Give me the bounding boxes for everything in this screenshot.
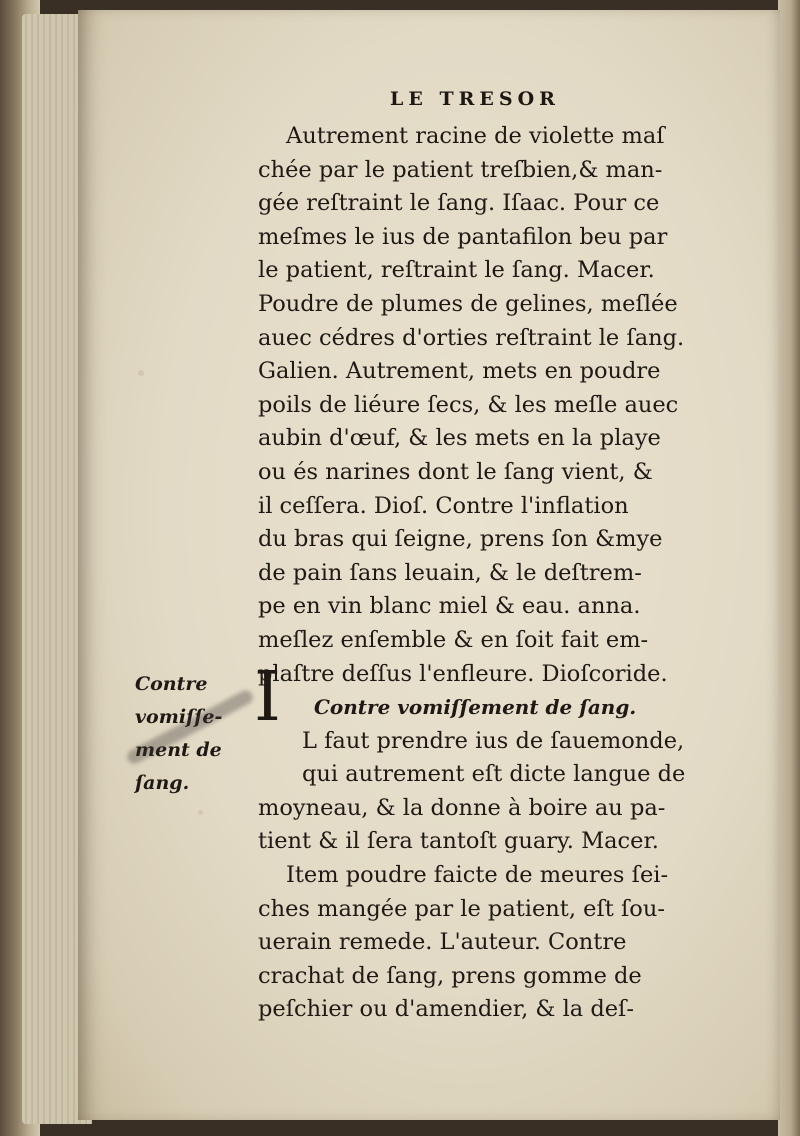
body-text	[258, 120, 718, 1027]
text-line: le patient, reſtraint le ſang. Macer.	[258, 257, 655, 284]
text-line: Galien. Autrement, mets en poudre	[258, 358, 661, 385]
facing-page-edge	[778, 0, 800, 1136]
text-line: gée reſtraint le ſang. Iſaac. Pour ce	[258, 190, 660, 217]
text-line: uerain remede. L'auteur. Contre	[258, 929, 627, 956]
ink-speck	[138, 370, 144, 376]
marginal-note-line: Contre	[135, 673, 208, 695]
marginal-note-line: ment de	[135, 739, 222, 761]
ink-speck	[198, 810, 203, 815]
text-line: meſlez enſemble & en ſoit fait em-	[258, 626, 649, 653]
text-line: Item poudre faicte de meures ſei-	[286, 862, 669, 889]
marginal-note	[135, 668, 255, 800]
text-line: tient & il ſera tantoſt guary. Macer.	[258, 828, 659, 855]
text-line: qui autrement eſt dicte langue de	[302, 761, 686, 788]
text-line: crachat de ſang, prens gomme de	[258, 962, 642, 989]
text-line: poils de liéure ſecs, & les meſle auec	[258, 391, 679, 418]
marginal-note-line: vomiſſe-	[135, 706, 223, 728]
text-line: du bras qui ſeigne, prens ſon &mye	[258, 526, 663, 553]
text-line: plaſtre deſſus l'enfleure. Dioſcoride.	[258, 660, 668, 687]
text-line: chée par le patient treſbien,& man-	[258, 156, 663, 183]
drop-cap: I	[254, 658, 281, 737]
running-head: LE TRESOR	[390, 88, 560, 110]
marginal-note-line: ſang.	[135, 772, 190, 794]
text-line: meſmes le ius de pantafilon beu par	[258, 223, 668, 250]
text-line: L faut prendre ius de ſauemonde,	[302, 727, 685, 754]
text-line: auec cédres d'orties reſtraint le ſang.	[258, 324, 685, 351]
text-line: ches mangée par le patient, eſt ſou-	[258, 895, 665, 922]
text-line: pe en vin blanc miel & eau. anna.	[258, 593, 641, 620]
text-line: de pain ſans leuain, & le deſtrem-	[258, 559, 642, 586]
text-line: Poudre de plumes de gelines, meſlée	[258, 290, 678, 317]
text-line: peſchier ou d'amendier, & la deſ-	[258, 996, 634, 1023]
text-line: Autrement racine de violette maſ	[286, 123, 665, 149]
text-line: moyneau, & la donne à boire au pa-	[258, 794, 666, 821]
text-line: ou és narines dont le ſang vient, &	[258, 458, 653, 485]
text-line: aubin d'œuf, & les mets en la playe	[258, 425, 661, 452]
section-heading: Contre vomiſſement de ſang.	[314, 695, 637, 720]
text-line: il ceſſera. Dioſ. Contre l'inflation	[258, 492, 629, 519]
